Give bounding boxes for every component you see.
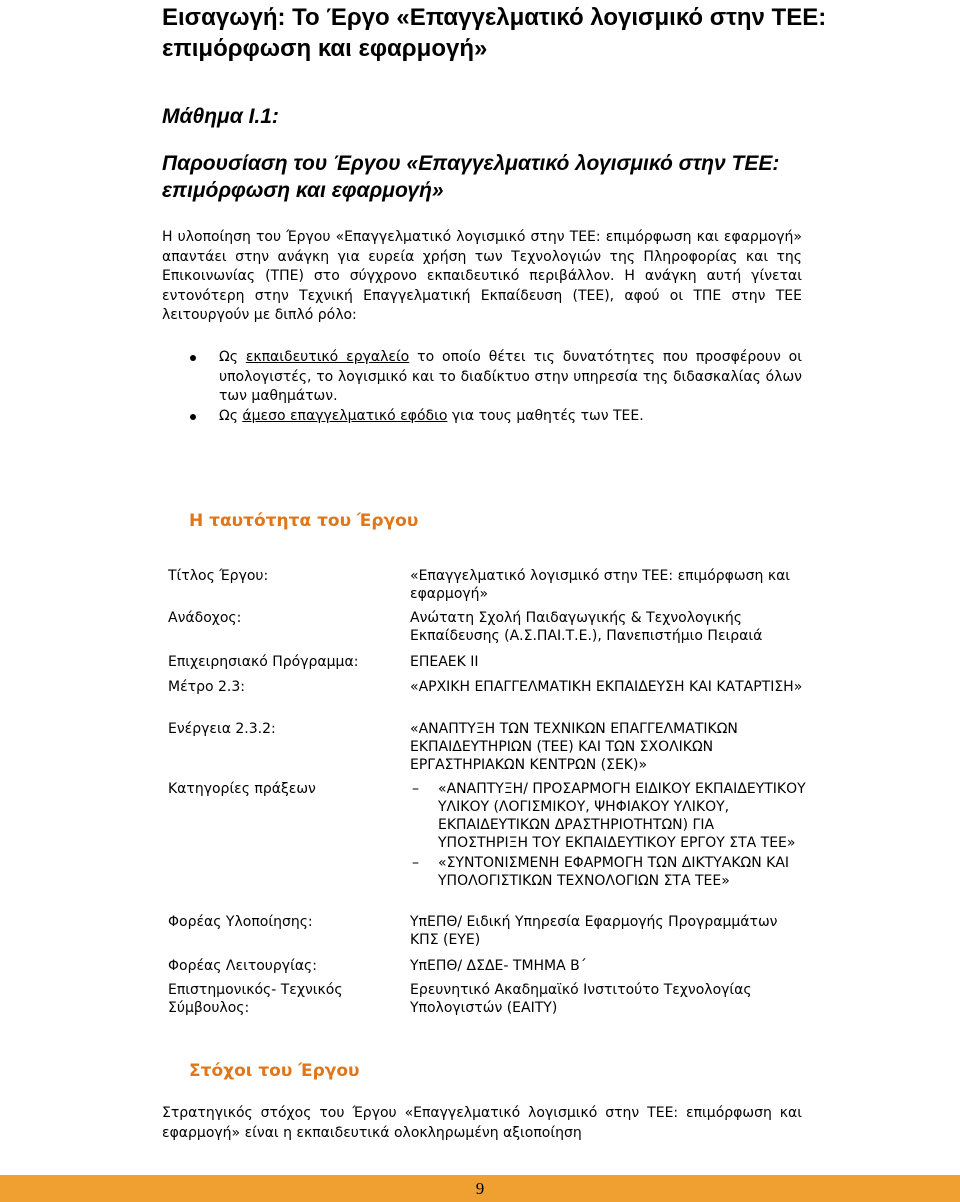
identity-value: Ερευνητικό Ακαδημαϊκό Ινστιτούτο Τεχνολογίας Υπολογιστών (ΕΑΙΤΥ): [410, 982, 752, 1016]
identity-value: ΥπΕΠΘ/ ΔΣΔΕ- ΤΜΗΜΑ Β΄: [410, 958, 587, 974]
category-item: [410, 854, 808, 890]
identity-label: Ενέργεια 2.3.2:: [168, 721, 276, 737]
bullet-underlined-term: άμεσο επαγγελματικό εφόδιο: [242, 407, 448, 424]
identity-label: Κατηγορίες πράξεων: [168, 781, 316, 797]
identity-label: Τίτλος Έργου:: [168, 568, 269, 584]
identity-label: Επιστημονικός- Τεχνικός Σύμβουλος:: [168, 982, 343, 1016]
bullet-prefix: Ως: [219, 349, 246, 365]
goals-paragraph: Στρατηγικός στόχος του Έργου «Επαγγελματικό λογισμικό στην ΤΕΕ: επιμόρφωση και εφαρμογή» είναι η εκπαιδευτικά ολοκληρωμένη αξιοποίηση: [162, 1105, 802, 1141]
dash-marker: –: [412, 855, 419, 871]
identity-label: Επιχειρησιακό Πρόγραμμα:: [168, 654, 359, 670]
category-text: «ΑΝΑΠΤΥΞΗ/ ΠΡΟΣΑΡΜΟΓΗ ΕΙΔΙΚΟΥ ΕΚΠΑΙΔΕΥΤΙΚΟΥ ΥΛΙΚΟΥ (ΛΟΓΙΣΜΙΚΟΥ, ΨΗΦΙΑΚΟΥ ΥΛΙΚΟΥ, ΕΚΠΑΙΔΕΥΤΙΚΩΝ ΔΡΑΣΤΗΡΙΟΤΗΤΩΝ) ΓΙΑ ΥΠΟΣΤΗΡΙΞΗ ΤΟΥ ΕΚΠΑΙΔΕΥΤΙΚΟΥ ΕΡΓΟΥ ΣΤΑ ΤΕΕ»: [438, 781, 806, 851]
identity-value: «Επαγγελματικό λογισμικό στην ΤΕΕ: επιμόρφωση και εφαρμογή»: [410, 568, 791, 602]
identity-value: «ΑΡΧΙΚΗ ΕΠΑΓΓΕΛΜΑΤΙΚΗ ΕΚΠΑΙΔΕΥΣΗ ΚΑΙ ΚΑΤΑΡΤΙΣΗ»: [410, 679, 803, 695]
dash-marker: –: [412, 781, 419, 797]
document-title: Εισαγωγή: Το Έργο «Επαγγελματικό λογισμικό στην ΤΕΕ: επιμόρφωση και εφαρμογή»: [162, 4, 827, 62]
identity-value: «ΑΝΑΠΤΥΞΗ ΤΩΝ ΤΕΧΝΙΚΩΝ ΕΠΑΓΓΕΛΜΑΤΙΚΩΝ ΕΚΠΑΙΔΕΥΤΗΡΙΩΝ (ΤΕΕ) ΚΑΙ ΤΩΝ ΣΧΟΛΙΚΩΝ ΕΡΓΑΣΤΗΡΙΑΚΩΝ ΚΕΝΤΡΩΝ (ΣΕΚ)»: [410, 721, 738, 773]
category-item: [410, 780, 808, 852]
goals-heading: Στόχοι του Έργου: [189, 1061, 360, 1081]
identity-value: Ανώτατη Σχολή Παιδαγωγικής & Τεχνολογικής Εκπαίδευσης (Α.Σ.ΠΑΙ.Τ.Ε.), Πανεπιστήμιο Πειραιά: [410, 610, 763, 644]
bullet-suffix: για τους μαθητές των ΤΕΕ.: [447, 407, 644, 424]
identity-heading: Η ταυτότητα του Έργου: [189, 511, 419, 531]
role-bullet-list: [162, 348, 802, 426]
bullet-prefix: Ως: [219, 407, 243, 424]
bullet-item-professional-asset: [162, 407, 802, 427]
lesson-subtitle: Παρουσίαση του Έργου «Επαγγελματικό λογισμικό στην ΤΕΕ: επιμόρφωση και εφαρμογή»: [162, 152, 780, 202]
lesson-title: Μάθημα Ι.1:: [162, 105, 279, 128]
bullet-underlined-term: εκπαιδευτικό εργαλείο: [245, 349, 410, 365]
identity-label: Μέτρο 2.3:: [168, 679, 245, 695]
bullet-dot-icon: [190, 355, 196, 361]
identity-value: ΕΠΕΑΕΚ ΙΙ: [410, 654, 479, 670]
bullet-item-educational-tool: [162, 348, 802, 407]
bullet-suffix: το οποίο θέτει τις δυνατότητες που προσφέρουν οι υπολογιστές, το λογισμικό και το διαδίκτυο στην υπηρεσία της διδασκαλίας όλων των μαθημάτων.: [219, 349, 802, 405]
category-text: «ΣΥΝΤΟΝΙΣΜΕΝΗ ΕΦΑΡΜΟΓΗ ΤΩΝ ΔΙΚΤΥΑΚΩΝ ΚΑΙ ΥΠΟΛΟΓΙΣΤΙΚΩΝ ΤΕΧΝΟΛΟΓΙΩΝ ΣΤΑ ΤΕΕ»: [438, 855, 790, 889]
identity-value-list: [410, 780, 808, 890]
identity-label: Ανάδοχος:: [168, 610, 242, 626]
identity-label: Φορέας Υλοποίησης:: [168, 914, 313, 930]
bullet-dot-icon: [190, 414, 196, 420]
identity-value: ΥπΕΠΘ/ Ειδική Υπηρεσία Εφαρμογής Προγραμμάτων ΚΠΣ (ΕΥΕ): [410, 914, 778, 948]
identity-label: Φορέας Λειτουργίας:: [168, 958, 317, 974]
page-number: 9: [475, 1179, 485, 1198]
intro-paragraph: Η υλοποίηση του Έργου «Επαγγελματικό λογισμικό στην ΤΕΕ: επιμόρφωση και εφαρμογή» απαντάει στην ανάγκη για ευρεία χρήση των Τεχνολογιών της Πληροφορίας και της Επικοινωνίας (ΤΠΕ) στο σύγχρονο εκπαιδευτικό περιβάλλον. Η ανάγκη αυτή γίνεται εντονότερη στην Τεχνική Επαγγελματική Εκπαίδευση (ΤΕΕ), αφού οι ΤΠΕ στην ΤΕΕ λειτουργούν με διπλό ρόλο:: [162, 229, 802, 324]
